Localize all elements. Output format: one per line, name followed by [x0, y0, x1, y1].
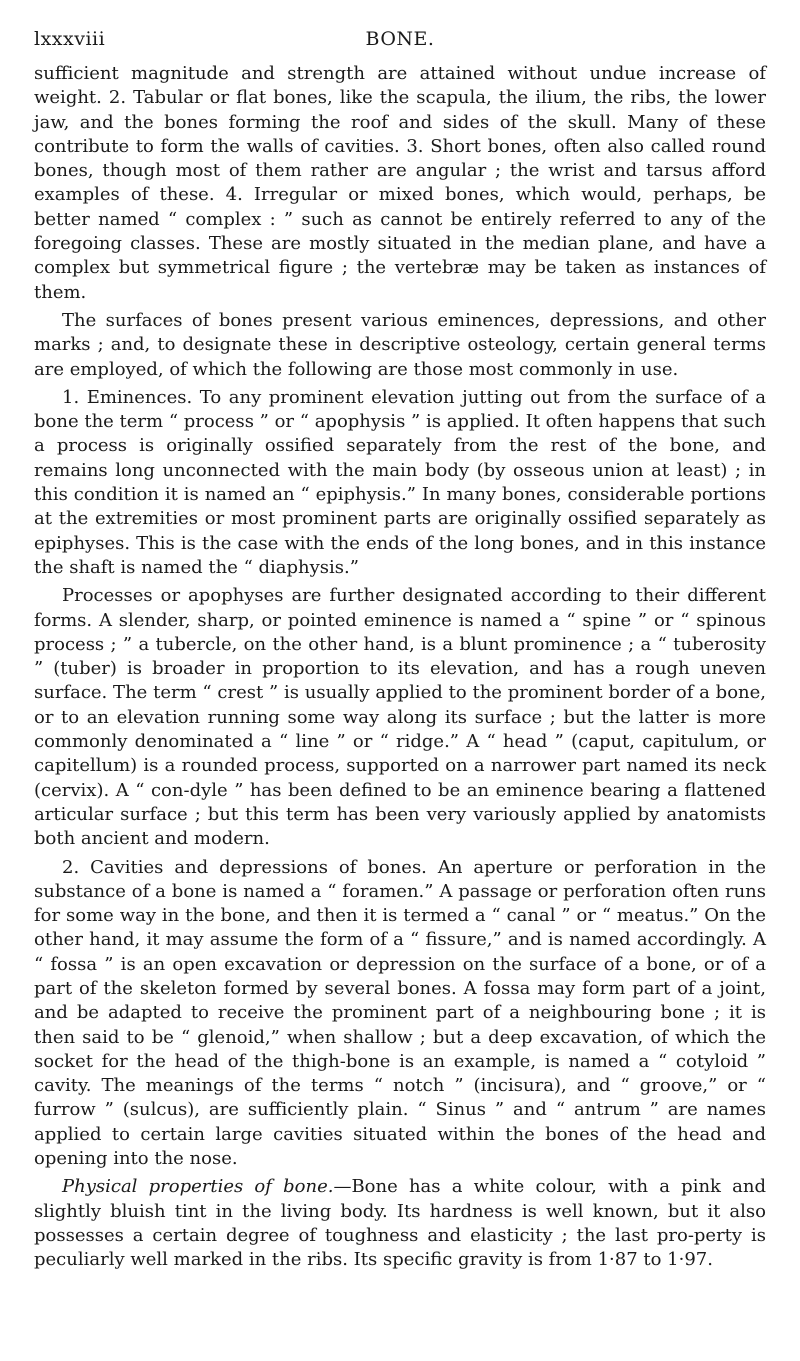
page-number: lxxxviii: [34, 28, 106, 50]
paragraph-physical-properties: [34, 1175, 766, 1272]
paragraph-eminences: 1. Eminences. To any prominent elevation jutting out from the surface of a bone the term “ process ” or “ apophysis ” is applied. It often happens that such a process is originally ossified separately from the rest of the bone, and remains long unconnected with the main body (by osseous union at least) ; in this condition it is named an “ epiphysis.” In many bones, considerable portions at the extremities or most prominent parts are originally ossified separately as epiphyses. This is the case with the ends of the long bones, and in this instance the shaft is named the “ diaphysis.”: [34, 386, 766, 578]
body-text: [34, 62, 766, 1273]
running-head: [34, 28, 766, 62]
paragraph-processes: Processes or apophyses are further designated according to their different forms. A slender, sharp, or pointed eminence is named a “ spine ” or “ spinous process ; ” a tubercle, on the other hand, is a blunt prominence ; a “ tuberosity ” (tuber) is broader in proportion to its elevation, and has a rough uneven surface. The term “ crest ” is usually applied to the prominent border of a bone, or to an elevation running some way along its surface ; but the latter is more commonly denominated a “ line ” or “ ridge.” A “ head ” (caput, capitulum, or capitellum) is a rounded process, supported on a narrower part named its neck (cervix). A “ con-dyle ” has been defined to be an eminence bearing a flattened articular surface ; but this term has been very variously applied by anatomists both ancient and modern.: [34, 585, 766, 850]
book-page: [34, 28, 766, 1279]
physical-properties-text: —Bone has a white colour, with a pink and slightly bluish tint in the living body. Its hardness is well known, but it also possesses a certain degree of toughness and elasticity ; the last pro-perty is peculiarly well marked in the ribs. Its specific gravity is from 1·87 to 1·97.: [34, 1176, 766, 1271]
paragraph-bone-classes: sufficient magnitude and strength are attained without undue increase of weight. 2. Tabular or flat bones, like the scapula, the ilium, the ribs, the lower jaw, and the bones forming the roof and sides of the skull. Many of these contribute to form the walls of cavities. 3. Short bones, often also called round bones, though most of them rather are angular ; the wrist and tarsus afford examples of these. 4. Irregular or mixed bones, which would, perhaps, be better named “ complex : ” such as cannot be entirely referred to any of the foregoing classes. These are mostly situated in the median plane, and have a complex but symmetrical figure ; the vertebræ may be taken as instances of them.: [34, 63, 766, 303]
section-heading-physical-properties: Physical properties of bone.: [62, 1176, 334, 1198]
paragraph-surface-terms: The surfaces of bones present various eminences, depressions, and other marks ; and, to designate these in descriptive osteology, certain general terms are employed, of which the following are those most commonly in use.: [34, 309, 766, 380]
paragraph-cavities: 2. Cavities and depressions of bones. An aperture or perforation in the substance of a bone is named a “ foramen.” A passage or perforation often runs for some way in the bone, and then it is termed a “ canal ” or “ meatus.” On the other hand, it may assume the form of a “ fissure,” and is named accordingly. A “ fossa ” is an open excavation or depression on the surface of a bone, or of a part of the skeleton formed by several bones. A fossa may form part of a joint, and be adapted to receive the prominent part of a neighbouring bone ; it is then said to be “ glenoid,” when shallow ; but a deep excavation, of which the socket for the head of the thigh-bone is an example, is named a “ cotyloid ” cavity. The meanings of the terms “ notch ” (incisura), and “ groove,” or “ furrow ” (sulcus), are sufficiently plain. “ Sinus ” and “ antrum ” are names applied to certain large cavities situated within the bones of the head and opening into the nose.: [34, 856, 766, 1170]
running-title: BONE.: [365, 28, 435, 50]
